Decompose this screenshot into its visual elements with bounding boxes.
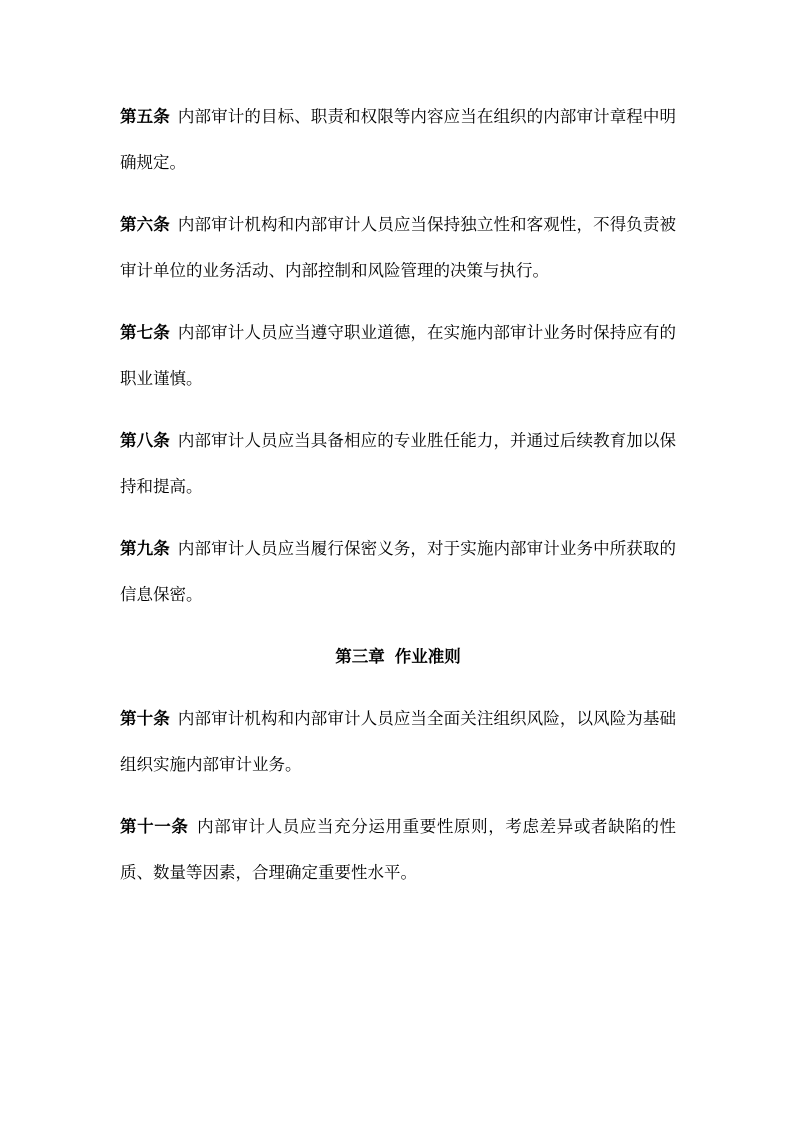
article-label: 第九条 [120,539,170,558]
article-text: 内部审计机构和内部审计人员应当全面关注组织风险，以风险为基础组织实施内部审计业务。 [120,709,677,774]
article-label: 第十一条 [120,817,189,836]
chapter-heading [120,634,676,680]
article-8 [120,418,676,510]
article-label: 第五条 [120,107,170,126]
article-5 [120,94,676,186]
article-text: 内部审计人员应当具备相应的专业胜任能力，并通过后续教育加以保持和提高。 [120,431,677,496]
chapter-title: 作业准则 [394,647,461,666]
chapter-number: 第三章 [335,647,385,666]
article-text: 内部审计的目标、职责和权限等内容应当在组织的内部审计章程中明确规定。 [120,107,677,172]
article-label: 第十条 [120,709,170,728]
document-body [120,94,676,912]
article-11 [120,804,676,896]
article-label: 第七条 [120,323,170,342]
article-7 [120,310,676,402]
article-9 [120,526,676,618]
article-label: 第八条 [120,431,170,450]
article-text: 内部审计机构和内部审计人员应当保持独立性和客观性，不得负责被审计单位的业务活动、内部控制和风险管理的决策与执行。 [120,215,677,280]
article-6 [120,202,676,294]
article-label: 第六条 [120,215,170,234]
article-text: 内部审计人员应当履行保密义务，对于实施内部审计业务中所获取的信息保密。 [120,539,677,604]
article-text: 内部审计人员应当充分运用重要性原则，考虑差异或者缺陷的性质、数量等因素，合理确定重要性水平。 [120,817,676,882]
article-10 [120,696,676,788]
article-text: 内部审计人员应当遵守职业道德，在实施内部审计业务时保持应有的职业谨慎。 [120,323,677,388]
